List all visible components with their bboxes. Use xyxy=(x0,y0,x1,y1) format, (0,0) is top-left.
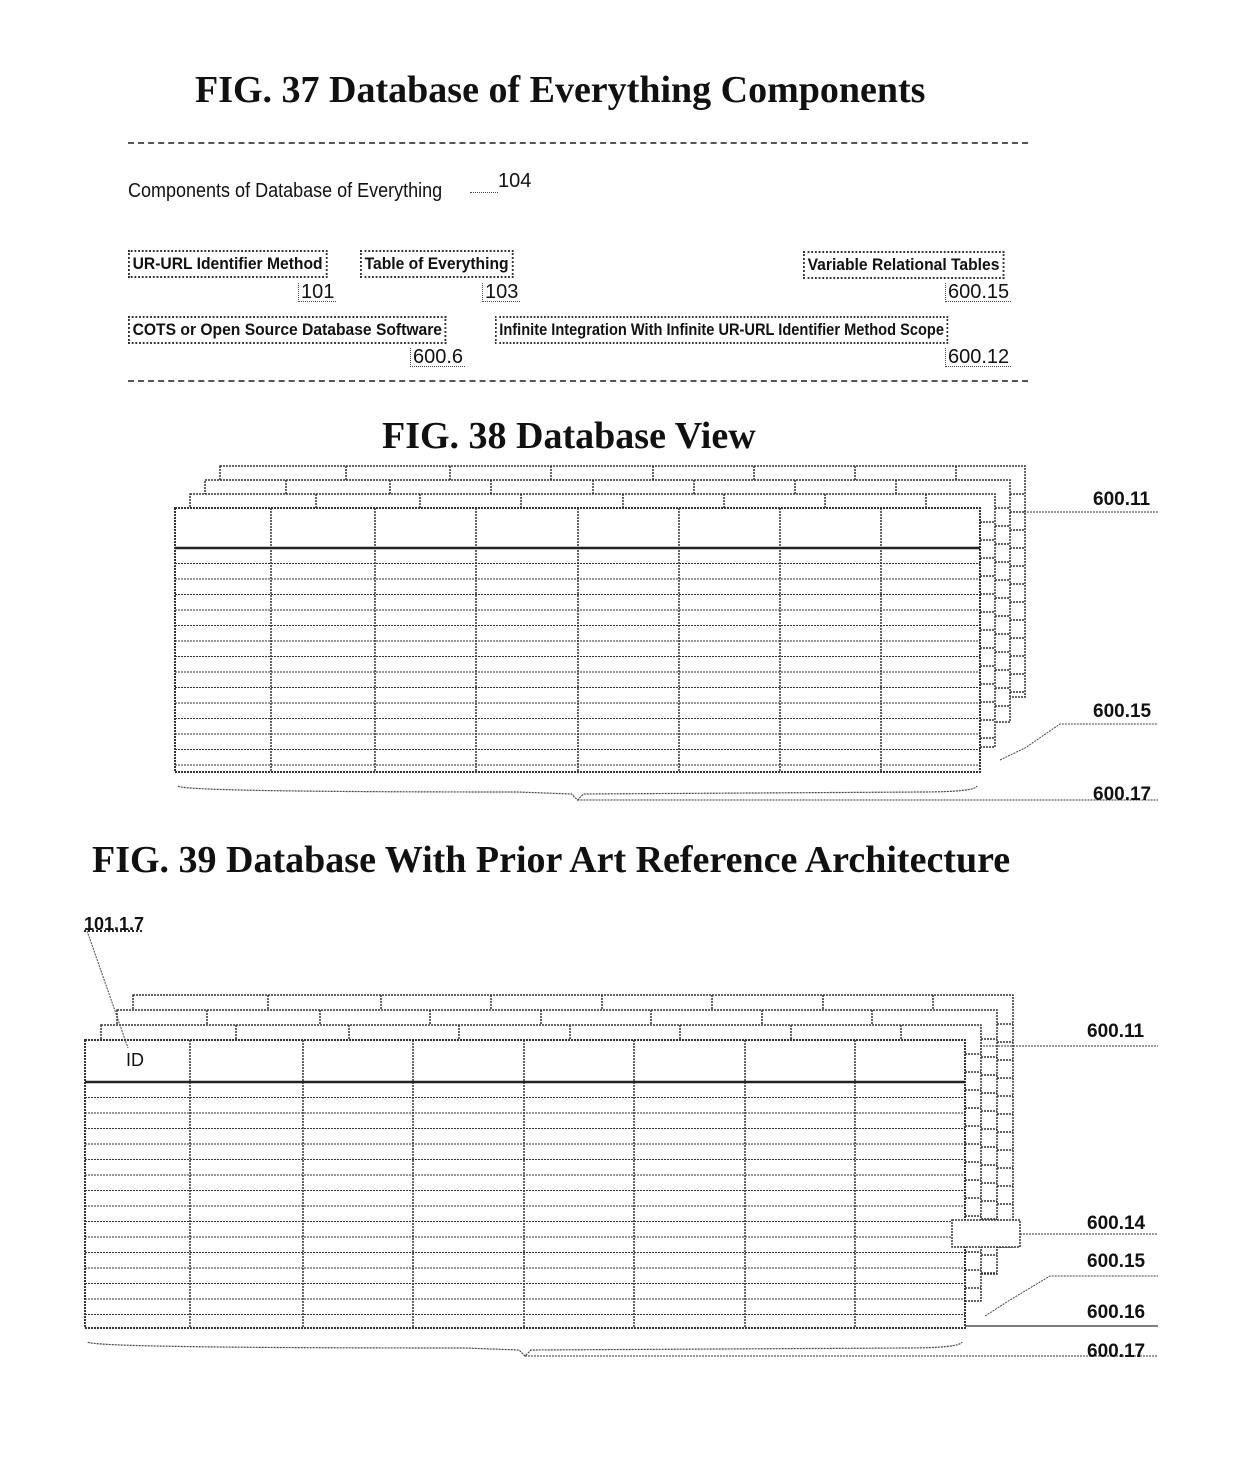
label-600-11: 600.11 xyxy=(1087,1021,1145,1042)
component-ur-url-identifier-method: UR-URL Identifier Method xyxy=(128,250,327,278)
ref-101: 101 xyxy=(298,283,336,302)
component-cots-database-software: COTS or Open Source Database Software xyxy=(128,316,447,344)
brace xyxy=(88,1342,962,1356)
divider xyxy=(128,380,1028,382)
label-600-14: 600.14 xyxy=(1087,1213,1146,1234)
fig38-title: FIG. 38 Database View xyxy=(382,415,756,457)
label-600-16: 600.16 xyxy=(1087,1302,1146,1323)
leader-line xyxy=(470,192,498,193)
label-600-17: 600.17 xyxy=(1087,1341,1146,1362)
fig39-title: FIG. 39 Database With Prior Art Reference Architecture xyxy=(92,839,1011,881)
divider xyxy=(128,142,1028,144)
ref-104: 104 xyxy=(498,170,532,192)
ref-600-6: 600.6 xyxy=(410,348,465,367)
highlight-600-14 xyxy=(952,1220,1020,1247)
component-table-of-everything: Table of Everything xyxy=(360,250,513,278)
brace xyxy=(178,786,977,800)
ref-101-1-7: 101.1.7 xyxy=(84,914,145,934)
ref-103: 103 xyxy=(482,283,520,302)
ref-600-12: 600.12 xyxy=(945,348,1011,367)
id-column-header: ID xyxy=(126,1050,144,1070)
leader-600-15 xyxy=(1000,724,1158,760)
label-600-15: 600.15 xyxy=(1093,701,1152,722)
ref-600-15: 600.15 xyxy=(945,283,1011,302)
label-600-11: 600.11 xyxy=(1093,489,1151,510)
label-600-15: 600.15 xyxy=(1087,1251,1146,1272)
components-heading: Components of Database of Everything xyxy=(128,180,443,202)
component-variable-relational-tables: Variable Relational Tables xyxy=(803,251,1004,279)
component-infinite-integration: Infinite Integration With Infinite UR-URL Identifier Method Scope xyxy=(495,316,948,344)
fig37-title: FIG. 37 Database of Everything Components xyxy=(195,69,926,111)
label-600-17: 600.17 xyxy=(1093,784,1152,805)
